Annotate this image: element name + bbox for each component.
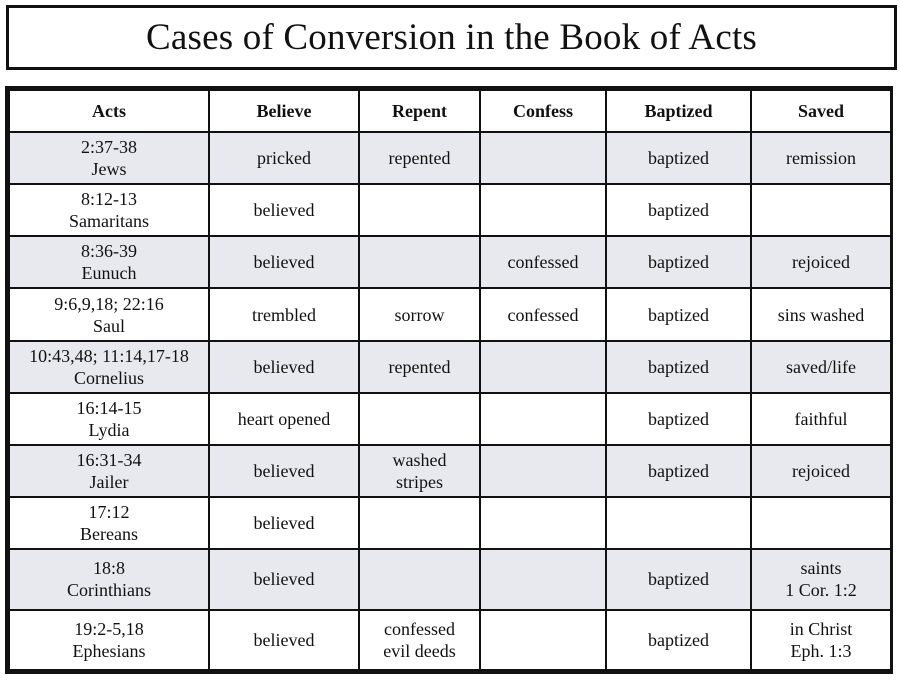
cell-text-baptized: baptized — [648, 304, 709, 325]
table-row — [9, 445, 891, 497]
cell-text-baptized: baptized — [648, 200, 709, 221]
table-cell-confess — [480, 132, 606, 184]
cell-text-acts: 16:31-34 — [76, 450, 142, 471]
cell-text-baptized: baptized — [648, 629, 709, 650]
table-cell-acts — [9, 393, 209, 445]
table-cell-confess — [480, 341, 606, 393]
table-cell-acts — [9, 341, 209, 393]
table-cell-saved — [751, 497, 891, 549]
table-cell-repent — [359, 445, 480, 497]
cell-text-baptized: baptized — [648, 408, 709, 429]
table-row — [9, 132, 891, 184]
table-cell-repent — [359, 236, 480, 288]
cell-text-acts: Eunuch — [81, 263, 137, 284]
cell-text-acts: 10:43,48; 11:14,17-18 — [29, 345, 189, 366]
cell-text-believe: trembled — [252, 304, 316, 325]
cell-text-repent: repented — [388, 148, 451, 169]
conversion-table — [8, 89, 892, 671]
table-cell-believe — [209, 549, 359, 609]
cell-text-believe: believed — [253, 629, 315, 650]
table-cell-acts — [9, 132, 209, 184]
table-cell-repent — [359, 610, 480, 670]
table-cell-believe — [209, 288, 359, 340]
title-box — [6, 5, 897, 70]
conversion-table-container — [5, 86, 893, 674]
table-cell-baptized — [606, 549, 751, 609]
cell-text-saved: remission — [786, 148, 856, 169]
table-cell-believe — [209, 497, 359, 549]
column-header-acts: Acts — [9, 90, 209, 132]
table-cell-confess — [480, 497, 606, 549]
cell-text-believe: pricked — [257, 148, 311, 169]
cell-text-acts: 8:12-13 — [81, 189, 137, 210]
table-cell-confess — [480, 445, 606, 497]
table-cell-acts — [9, 236, 209, 288]
cell-text-acts: Corinthians — [67, 580, 151, 601]
cell-text-acts: Samaritans — [69, 211, 149, 232]
table-cell-saved — [751, 132, 891, 184]
cell-text-saved: saints — [800, 558, 842, 579]
page-title: Cases of Conversion in the Book of Acts — [145, 17, 758, 58]
table-cell-acts — [9, 549, 209, 609]
cell-text-acts: 19:2-5,18 — [74, 618, 144, 639]
table-cell-confess — [480, 610, 606, 670]
cell-text-acts: 16:14-15 — [76, 397, 142, 418]
table-cell-acts — [9, 610, 209, 670]
cell-text-confess: confessed — [507, 252, 579, 273]
table-cell-repent — [359, 341, 480, 393]
cell-text-baptized: baptized — [648, 252, 709, 273]
cell-text-believe: believed — [253, 461, 315, 482]
cell-text-acts: Saul — [92, 315, 125, 336]
table-row — [9, 610, 891, 670]
cell-text-baptized: baptized — [648, 148, 709, 169]
table-cell-baptized — [606, 341, 751, 393]
table-cell-baptized — [606, 132, 751, 184]
table-cell-confess — [480, 184, 606, 236]
cell-text-acts: 9:6,9,18; 22:16 — [54, 293, 164, 314]
column-header-baptized: Baptized — [606, 90, 751, 132]
cell-text-acts: 18:8 — [92, 558, 125, 579]
column-header-confess: Confess — [480, 90, 606, 132]
table-cell-baptized — [606, 610, 751, 670]
table-cell-baptized — [606, 445, 751, 497]
table-row — [9, 393, 891, 445]
cell-text-saved: in Christ — [789, 618, 853, 639]
table-row — [9, 236, 891, 288]
cell-text-repent: repented — [388, 356, 451, 377]
table-cell-repent — [359, 132, 480, 184]
table-cell-saved — [751, 445, 891, 497]
table-cell-saved — [751, 288, 891, 340]
cell-text-believe: believed — [253, 200, 315, 221]
table-cell-confess — [480, 393, 606, 445]
table-cell-acts — [9, 497, 209, 549]
table-cell-believe — [209, 610, 359, 670]
table-cell-repent — [359, 288, 480, 340]
cell-text-acts: Cornelius — [74, 367, 144, 388]
cell-text-acts: Lydia — [88, 419, 130, 440]
table-cell-believe — [209, 132, 359, 184]
cell-text-acts: Bereans — [80, 524, 138, 545]
table-row — [9, 549, 891, 609]
cell-text-repent: sorrow — [394, 304, 445, 325]
cell-text-saved: sins washed — [777, 304, 865, 325]
cell-text-saved: 1 Cor. 1:2 — [785, 580, 857, 601]
cell-text-acts: 17:12 — [88, 502, 130, 523]
cell-text-confess: confessed — [507, 304, 579, 325]
table-cell-repent — [359, 497, 480, 549]
cell-text-acts: 8:36-39 — [81, 241, 137, 262]
table-body — [9, 132, 891, 670]
table-cell-acts — [9, 184, 209, 236]
table-cell-baptized — [606, 288, 751, 340]
cell-text-saved: rejoiced — [792, 252, 850, 273]
cell-text-believe: believed — [253, 513, 315, 534]
table-cell-believe — [209, 393, 359, 445]
table-cell-saved — [751, 549, 891, 609]
table-cell-saved — [751, 184, 891, 236]
cell-text-believe: believed — [253, 569, 315, 590]
table-cell-acts — [9, 288, 209, 340]
cell-text-acts: Jews — [91, 159, 127, 180]
cell-text-saved: saved/life — [786, 356, 856, 377]
table-cell-baptized — [606, 393, 751, 445]
table-cell-saved — [751, 341, 891, 393]
column-header-believe: Believe — [209, 90, 359, 132]
cell-text-saved: rejoiced — [792, 461, 850, 482]
table-cell-confess — [480, 288, 606, 340]
cell-text-believe: believed — [253, 356, 315, 377]
table-cell-baptized — [606, 236, 751, 288]
table-cell-repent — [359, 549, 480, 609]
cell-text-repent: evil deeds — [383, 640, 456, 661]
cell-text-acts: 2:37-38 — [81, 137, 137, 158]
cell-text-baptized: baptized — [648, 569, 709, 590]
cell-text-repent: confessed — [384, 618, 455, 639]
cell-text-repent: stripes — [396, 472, 443, 493]
table-cell-believe — [209, 184, 359, 236]
table-cell-confess — [480, 549, 606, 609]
table-cell-baptized — [606, 184, 751, 236]
table-row — [9, 288, 891, 340]
cell-text-baptized: baptized — [648, 356, 709, 377]
cell-text-believe: believed — [253, 252, 315, 273]
table-cell-saved — [751, 610, 891, 670]
table-cell-believe — [209, 341, 359, 393]
table-cell-saved — [751, 236, 891, 288]
table-cell-saved — [751, 393, 891, 445]
cell-text-believe: heart opened — [237, 408, 331, 429]
table-row — [9, 497, 891, 549]
cell-text-repent: washed — [392, 450, 447, 471]
table-cell-acts — [9, 445, 209, 497]
table-header-row — [9, 90, 891, 132]
column-header-repent: Repent — [359, 90, 480, 132]
table-cell-confess — [480, 236, 606, 288]
table-row — [9, 341, 891, 393]
table-cell-believe — [209, 445, 359, 497]
table-cell-repent — [359, 184, 480, 236]
table-cell-repent — [359, 393, 480, 445]
cell-text-acts: Jailer — [89, 472, 129, 493]
cell-text-acts: Ephesians — [72, 640, 146, 661]
cell-text-baptized: baptized — [648, 461, 709, 482]
table-cell-believe — [209, 236, 359, 288]
table-cell-baptized — [606, 497, 751, 549]
column-header-saved: Saved — [751, 90, 891, 132]
table-row — [9, 184, 891, 236]
cell-text-saved: Eph. 1:3 — [790, 640, 852, 661]
cell-text-saved: faithful — [794, 408, 848, 429]
